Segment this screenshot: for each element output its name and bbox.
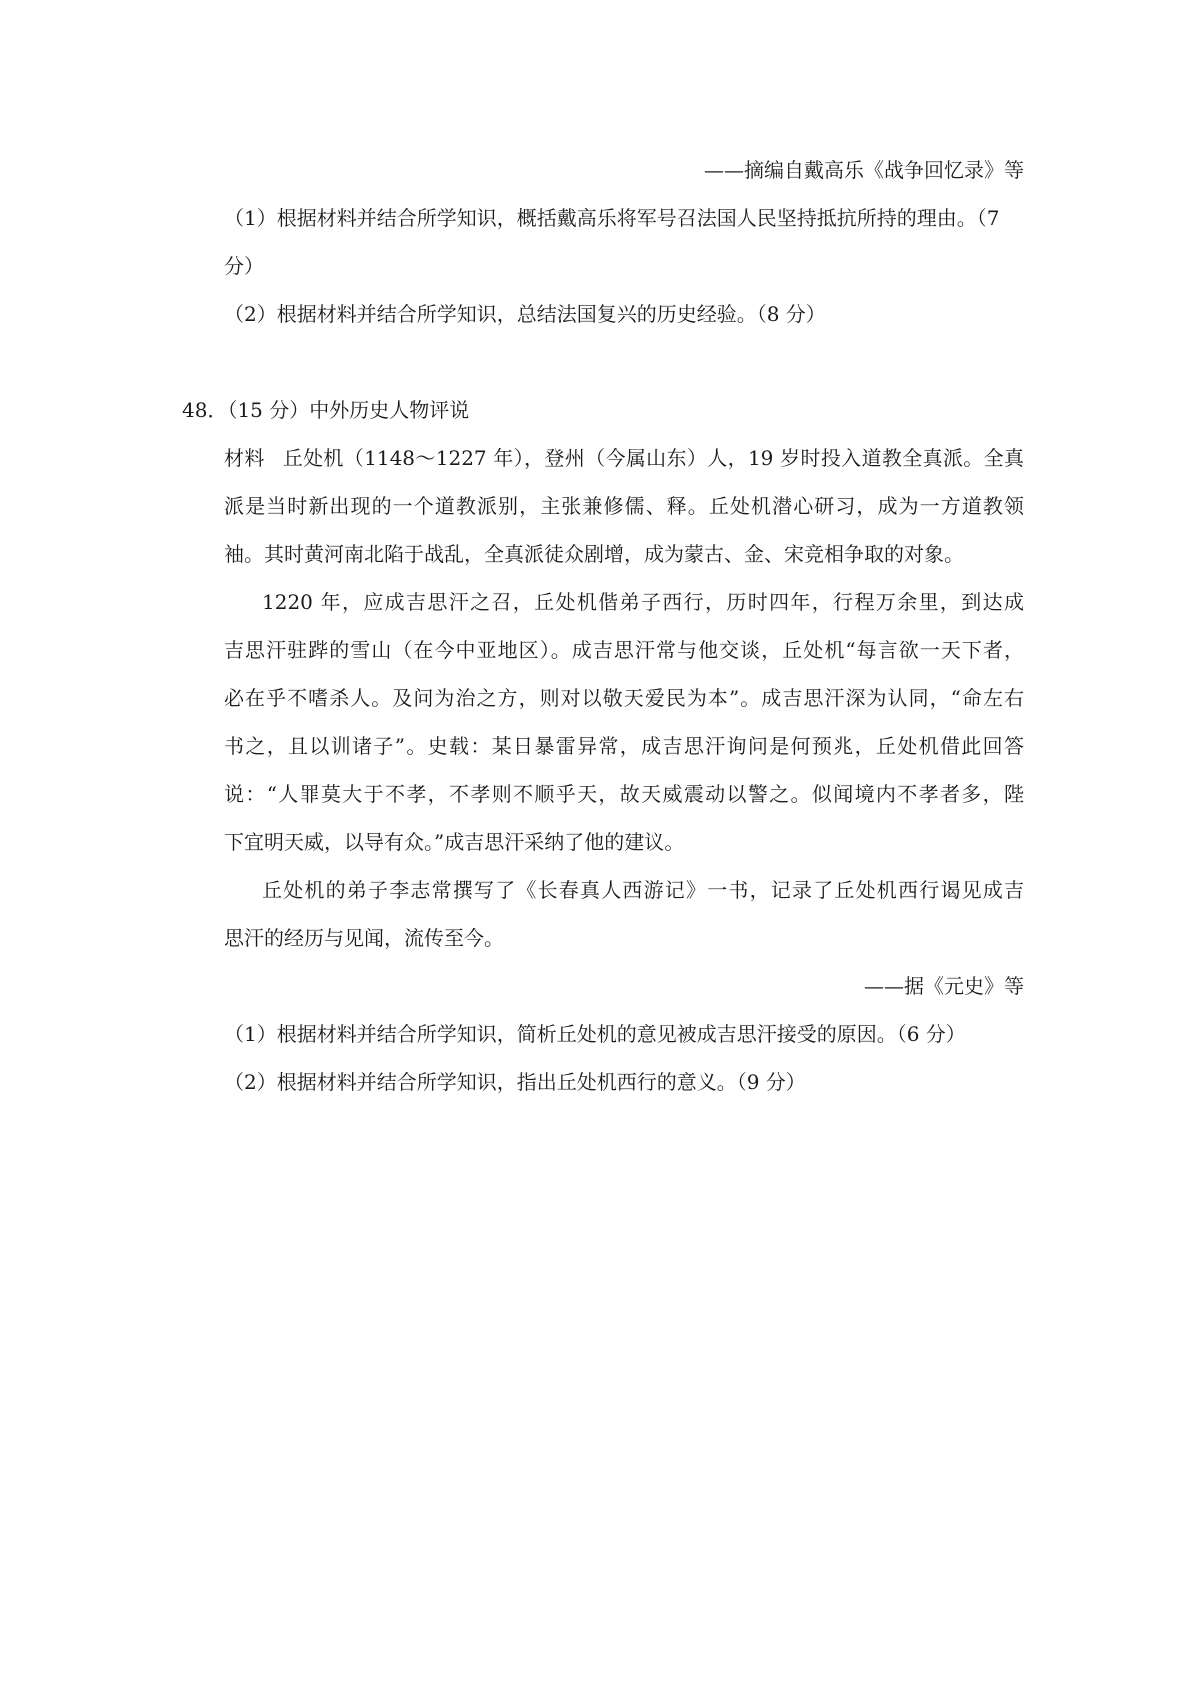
question-48-subquestion-1: （1）根据材料并结合所学知识，简析丘处机的意见被成吉思汗接受的原因。（6 分） (224, 1022, 966, 1046)
material-paragraph-2-line-6: 下宜明天威，以导有众。”成吉思汗采纳了他的建议。 (224, 830, 685, 854)
prev-subquestion-1-line-2: 分） (224, 254, 264, 278)
question-48-header: 48．（15 分）中外历史人物评说 (182, 398, 470, 422)
prev-subquestion-1-line-1: （1）根据材料并结合所学知识，概括戴高乐将军号召法国人民坚持抵抗所持的理由。（7 (224, 206, 1000, 230)
material-paragraph-2-line-1: 1220 年，应成吉思汗之召，丘处机偕弟子西行，历时四年，行程万余里，到达成 (262, 590, 1024, 614)
material-paragraph-2-line-5: 说：“人罪莫大于不孝，不孝则不顺乎天，故天威震动以警之。似闻境内不孝者多，陛 (224, 782, 1024, 806)
material-paragraph-1-line-1-text: 丘处机（1148～1227 年），登州（今属山东）人，19 岁时投入道教全真派。全真 (282, 446, 1025, 470)
material-paragraph-3-line-2: 思汗的经历与见闻，流传至今。 (224, 926, 504, 950)
question-48-subquestion-2: （2）根据材料并结合所学知识，指出丘处机西行的意义。（9 分） (224, 1070, 806, 1094)
material-label: 材料 (224, 446, 265, 470)
question-48-source-citation: ——据《元史》等 (864, 974, 1024, 998)
material-paragraph-2-line-3: 必在乎不嗜杀人。及问为治之方，则对以敬天爱民为本”。成吉思汗深为认同，“命左右 (224, 686, 1024, 710)
material-paragraph-1-line-1 (224, 443, 1024, 473)
material-paragraph-1-line-3: 袖。其时黄河南北陷于战乱，全真派徒众剧增，成为蒙古、金、宋竞相争取的对象。 (224, 542, 964, 566)
material-paragraph-3-line-1: 丘处机的弟子李志常撰写了《长春真人西游记》一书，记录了丘处机西行谒见成吉 (262, 878, 1024, 902)
prev-source-citation: ——摘编自戴高乐《战争回忆录》等 (704, 158, 1024, 182)
prev-subquestion-2: （2）根据材料并结合所学知识，总结法国复兴的历史经验。（8 分） (224, 302, 826, 326)
material-paragraph-1-line-2: 派是当时新出现的一个道教派别，主张兼修儒、释。丘处机潜心研习，成为一方道教领 (224, 494, 1024, 518)
material-paragraph-2-line-2: 吉思汗驻跸的雪山（在今中亚地区）。成吉思汗常与他交谈，丘处机“每言欲一天下者， (224, 638, 1024, 662)
material-paragraph-2-line-4: 书之，且以训诸子”。史载：某日暴雷异常，成吉思汗询问是何预兆，丘处机借此回答 (224, 734, 1024, 758)
